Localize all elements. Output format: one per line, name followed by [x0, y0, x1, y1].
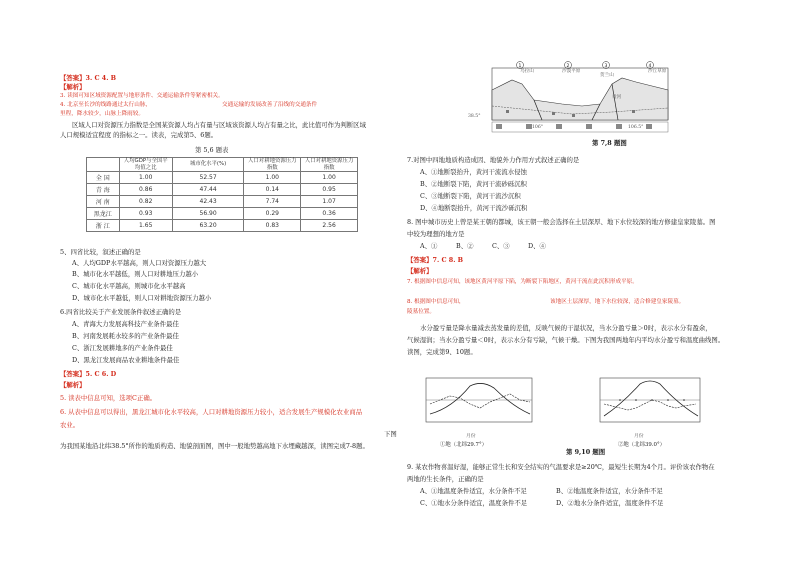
chart1-month-label: 月份 [466, 434, 476, 439]
explanation-6: 6. 从表中信息可以得出，黑龙江城市化水平较高，人口对耕地资源压力较小，适合发展生产规模化农业商品 [60, 408, 363, 416]
table-row [87, 196, 358, 208]
table-cell: 47.44 [172, 184, 244, 196]
q6-option-a: A、青海大力发展高科技产业条件最佳 [72, 320, 179, 328]
q5-option-a: A、人均GDP水平越高，则人口对资源压力越大 [72, 259, 207, 267]
table-cell: 1.00 [119, 172, 172, 184]
table-cell: 7.74 [244, 196, 301, 208]
water-intro-1: 水分盈亏量是降水量减去蒸发量的差值，反映气候的干湿状况，当水分盈亏量＞0时，表示水分有盈余， [420, 324, 712, 332]
table-cell: 1.65 [119, 220, 172, 232]
table-cell: 1.00 [301, 172, 358, 184]
svg-text:1: 1 [518, 64, 522, 69]
q5-option-d: D、城市化水平越低，则人口对耕地资源压力越小 [72, 294, 212, 302]
q9-option-c: C、①地水分条件适宜，温度条件不足 [420, 499, 528, 507]
table-cell: 0.14 [244, 184, 301, 196]
q7-option-d: D、④地断裂抬升，黄河干流沙砾沉积 [420, 204, 528, 212]
q9-option-b: B、②地温度条件适宜，水分条件不足 [556, 487, 663, 495]
explanation-4b: 交通运输的发展改善了沿线的交通条件 [222, 102, 318, 108]
water-temp-chart-1 [412, 374, 552, 432]
question-6: 6.四省比较关于产业发展条件叙述正确的是 [60, 308, 182, 316]
figure-ref: 下图 [384, 430, 397, 438]
table-cell: 青 海 [87, 184, 120, 196]
q8-option-c: C、③ [492, 242, 510, 250]
table-cell: 0.36 [301, 208, 358, 220]
q8-option-a: A、① [420, 242, 438, 250]
table-header: 城市化水平(%) [172, 158, 244, 172]
q6-option-c: C、浙江发展耕地多的产业条件最佳 [72, 344, 173, 352]
figure-caption-7-8: 第 7,8 题图 [592, 139, 627, 147]
q6-option-b: B、河南发展耗水较多的产业条件最佳 [72, 332, 179, 340]
q8-option-b: B、② [456, 242, 474, 250]
intro-line-1: 区域人口对资源压力指数是全国某资源人均占有量与区域该资源人均占有量之比，此比值可作为判断区域 [72, 121, 366, 129]
chart1-label: ①地（北纬29.7°） [440, 442, 488, 448]
q8-option-d: D、④ [528, 242, 546, 250]
explanation-tag-1: 【解析】 [60, 83, 86, 91]
table-cell: 0.82 [119, 196, 172, 208]
q9-option-a: A、①地温度条件适宜，水分条件不足 [420, 487, 527, 495]
data-table [86, 157, 358, 232]
fig-label-lon1: 106° [532, 125, 544, 130]
fig-label-yellow-river: 黄河 [612, 95, 622, 100]
table-header [87, 158, 120, 172]
explanation-8c: 陵墓位置。 [407, 309, 435, 315]
table-cell: 0.86 [119, 184, 172, 196]
q5-option-c: C、城市化水平越高，则城市化水平越高 [72, 282, 186, 290]
explanation-6b: 农业。 [60, 421, 80, 429]
table-cell: 0.29 [244, 208, 301, 220]
question-9b: 两地的生长条件，正确的是 [407, 475, 484, 483]
table-cell: 1.00 [244, 172, 301, 184]
table-row [87, 184, 358, 196]
question-7: 7.对图中四地地质构造成因、地貌外力作用方式叙述正确的是 [407, 156, 580, 164]
q9-option-d: D、②地水分条件适宜，温度条件不足 [556, 499, 664, 507]
question-5: 5、四省比较，叙述正确的是 [60, 248, 141, 256]
svg-text:2: 2 [566, 64, 570, 69]
fig-label-lat: 38.5° [468, 114, 481, 119]
table-caption: 第 5,6 题表 [195, 146, 229, 154]
table-cell: 河 南 [87, 196, 120, 208]
fig-label-desert: 沙漠平原 [562, 69, 581, 74]
table-cell: 42.43 [172, 196, 244, 208]
table-cell: 0.95 [301, 184, 358, 196]
explanation-8: 8. 根据图中信息可知， [407, 299, 465, 305]
table-cell: 0.93 [119, 208, 172, 220]
q6-option-d: D、黑龙江发展商品农业耕地条件最佳 [72, 356, 180, 364]
water-intro-3: 读图，完成第9、10题。 [407, 348, 477, 356]
table-cell: 浙 江 [87, 220, 120, 232]
explanation-4c: 里程，降水较少，山脉上降雨较。 [60, 111, 144, 117]
table-cell: 2.56 [301, 220, 358, 232]
q7-option-b: B、②地断裂下陷，黄河干流砂砾沉积 [420, 180, 527, 188]
water-intro-2: 气候湿润；当水分盈亏量＜0时，表示水分有亏缺，气候干燥。下图为我国两地年内平均水分盈亏和温度曲线图。 [407, 336, 725, 344]
fig-label-lon2: 106.5° [628, 125, 644, 130]
answer-3-4: 【答案】3. C 4. B [60, 74, 117, 82]
table-cell: 黑龙江 [87, 208, 120, 220]
table-header: 人均GDP与全国平均值之比 [119, 158, 172, 172]
table-row [87, 220, 358, 232]
water-temp-chart-2 [586, 374, 716, 432]
answer-7-8: 【答案】7. C 8. B [407, 256, 464, 264]
svg-text:4: 4 [648, 64, 652, 69]
explanation-4: 4. 北京至长沙的线路通过太行山脉， [60, 102, 152, 108]
explanation-8b: 该地区土层深厚，地下水位较深，适合修建皇家陵墓。 [550, 299, 685, 305]
figure-intro: 为我国某地沿北纬38.5°所作的地质构造、地貌剖面图，图中一般地势越高地下水埋藏越深，读图完成7-8题。 [60, 442, 369, 450]
table-cell: 1.07 [301, 196, 358, 208]
explanation-3: 3. 读图可知区域资源配置与地形条件、交通运输条件等紧密相关。 [60, 93, 224, 99]
explanation-tag-3: 【解析】 [407, 267, 433, 275]
table-cell: 0.83 [244, 220, 301, 232]
q7-option-a: A、①地断裂抬升，黄河干流流水侵蚀 [420, 168, 527, 176]
answer-5-6: 【答案】5. C 6. D [60, 370, 117, 378]
svg-text:3: 3 [604, 64, 608, 69]
question-8b: 中较为理想的地方是 [407, 230, 465, 238]
q7-option-c: C、③地断裂下陷，黄河干流沙沉积 [420, 192, 521, 200]
table-cell: 全 国 [87, 172, 120, 184]
table-cell: 56.90 [172, 208, 244, 220]
figure-caption-9-10: 第 9,10 题图 [566, 448, 606, 456]
table-row [87, 208, 358, 220]
question-9: 9. 某农作物喜温好湿，能够正常生长和安全结实的气温要求是≥20℃，最短生长期为4个月。评价该农作物在 [407, 463, 715, 471]
explanation-5: 5. 读表中信息可知，选项C正确。 [60, 394, 157, 402]
q5-option-b: B、城市化水平越低，则人口对耕地压力越小 [72, 270, 199, 278]
question-8: 8. 图中城市历史上曾是某王朝的都城，该王朝一般会选择在土层深厚、地下水位较深的地方修建皇家陵墓。图 [407, 218, 716, 226]
intro-line-2: 人口规模适宜程度 的指标之一。读表，完成第5、6题。 [60, 131, 218, 139]
chart2-month-label: 月份 [634, 434, 644, 439]
explanation-tag-2: 【解析】 [60, 381, 86, 389]
table-cell: 52.57 [172, 172, 244, 184]
table-row [87, 172, 358, 184]
chart2-label: ②地（北纬39.0°） [618, 442, 666, 448]
fig-label-wulashan: 乌拉山 [520, 69, 534, 74]
fig-label-helanshan: 贺兰山 [600, 73, 614, 78]
table-header: 人口对耕地资源压力指数 [244, 158, 301, 172]
explanation-7: 7. 根据图中信息可知，该地区黄河平原下陷，为断裂下陷地区，黄河干流在此沉积形成平原。 [407, 279, 638, 285]
fig-label-dune: 沙丘草原 [648, 69, 667, 74]
table-header: 人口对耕地资源压力指数 [301, 158, 358, 172]
table-cell: 63.20 [172, 220, 244, 232]
table-header-row [87, 158, 358, 172]
